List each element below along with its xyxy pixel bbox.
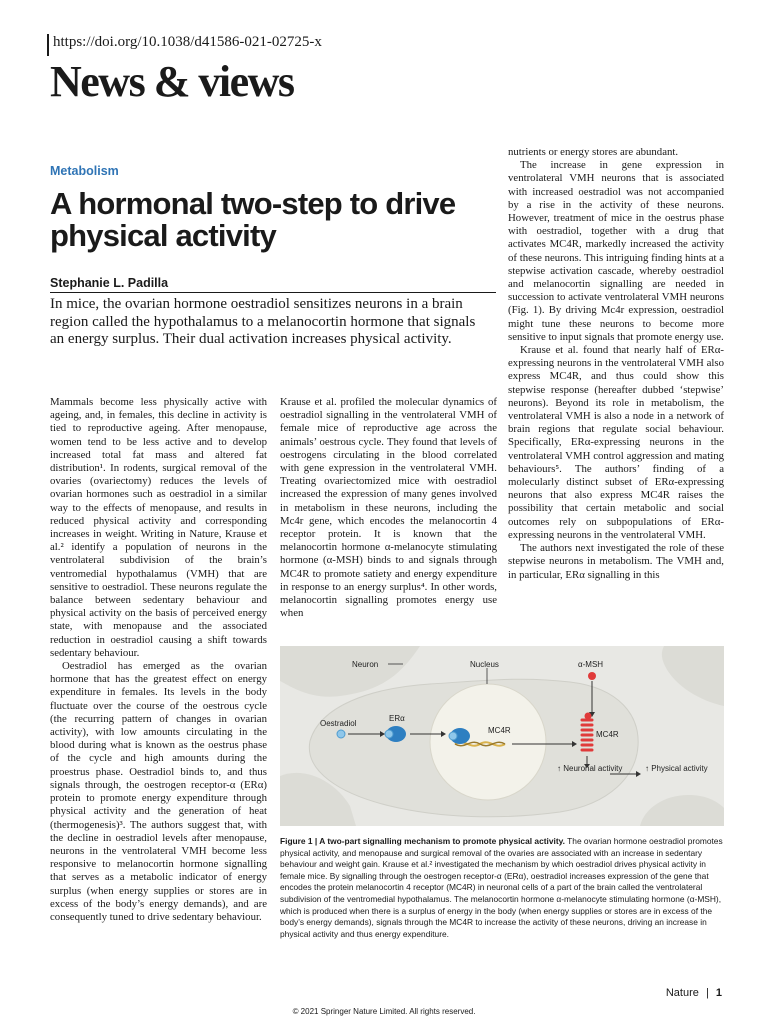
page-footer — [666, 987, 722, 999]
label-neuronal-activity: ↑ Neuronal activity — [557, 764, 623, 773]
paragraph: Oestradiol has emerged as the ovarian hormone that has the greatest effect on energy expenditure in females. Its levels in the body fluctuate over the course of the oestrous cycle (the recurring pattern of changes in ovarian activity), with low amounts circulating in the blood during what is known as the oestrus phase of the cycle and high amounts during the proestrus phase. Oestradiol binds to, and thus signals through, the oestrogen receptor-α (ERα) protein to promote energy expenditure through physical activity and the generation of heat (thermogenesis)³. The authors suggest that, with the decline in oestradiol levels after menopause, neurons in the ventrolateral VMH become less responsive to melanocortin hormone signalling that serves as a metabolic indicator of energy surplus (when energy supplies or stores are in excess of the body’s energy demands), and are consequently tuned to drive sedentary behaviour. — [50, 660, 267, 923]
label-nucleus: Nucleus — [470, 660, 499, 669]
author-divider — [50, 292, 496, 293]
figure-caption — [280, 836, 724, 940]
journal-name: Nature — [665, 987, 699, 999]
signalling-diagram — [280, 646, 724, 826]
background-cell — [640, 795, 724, 826]
caption-title: Figure 1 | A two-part signalling mechanism to promote physical activity. — [280, 836, 565, 846]
figure-1-diagram — [280, 646, 724, 826]
copyright: © 2021 Springer Nature Limited. All rights reserved. — [292, 1007, 476, 1016]
author-name: Stephanie L. Padilla — [50, 276, 169, 290]
label-neuron: Neuron — [352, 660, 379, 669]
label-mc4r-receptor: MC4R — [596, 730, 619, 739]
paragraph: Mammals become less physically active with ageing, and, in females, this decline in activity is tied to reproductive ageing. After menopause, women tend to be less active and to develop increased total fat mass and altered fat distribution¹. In rodents, surgical removal of the ovaries (ovariectomy) reduces the levels of ovarian hormones such as oestradiol in a similar way to the effects of menopause, and results in reduced physical activity and corresponding increases in weight. Writing in Nature, Krause et al.² identify a population of neurons in the ventrolateral subdivision of the brain’s ventromedial hypothalamus (VMH) that are sensitive to oestradiol. These neurons regulate the balance between sedentary behaviour and physical activity on the basis of perceived energy state, with menopause and the associated reduction in oestradiol causing a shift towards sedentary behaviour. — [50, 396, 267, 659]
mc4r-receptor-icon — [582, 720, 592, 750]
label-er-alpha: ERα — [389, 714, 405, 723]
label-mc4r-gene: MC4R — [488, 726, 511, 735]
body-column-2 — [280, 396, 497, 620]
paragraph: Krause et al. found that nearly half of ERα-expressing neurons in the ventrolateral VMH also express MC4R, and thus could show this stepwise response (hereafter dubbed ‘stepwise’ neurons). Beyond its role in metabolism, the ventrolateral VMH is also a node in a network of brain regions that regulate social behaviour. Specifically, ERα-expressing neurons in the ventrolateral VMH control aggression and mating behaviours⁵. The authors’ finding of a molecularly distinct subset of ERα-expressing neurons that also express MC4R raises the possibility that certain metabolic and social outcomes rely on subpopulations of ERα-expressing neurons in the ventrolateral VMH. — [508, 344, 724, 541]
bound-alpha-msh-icon — [585, 713, 592, 720]
page-number: 1 — [715, 987, 722, 999]
arrowhead-icon — [636, 771, 641, 777]
doi-link[interactable]: https://doi.org/10.1038/d41586-021-02725-x — [53, 34, 322, 50]
footer-separator: | — [705, 987, 709, 999]
section-label[interactable]: Metabolism — [50, 164, 119, 178]
body-column-1 — [50, 396, 267, 924]
alpha-msh-icon — [588, 672, 596, 680]
paragraph: Krause et al. profiled the molecular dynamics of oestradiol signalling in the ventrolateral VMH of female mice of reproductive age across the animals’ oestrous cycle. They found that levels of oestrogens circulating in the blood correlated with gene expression in the ventrolateral VMH. Treating ovariectomized mice with oestradiol increased the expression of many genes involved in metabolism in these neurons, including the Mc4r gene, which encodes the melanocortin 4 receptor protein. It is known that the melanocortin hormone α-melanocyte stimulating hormone (α-MSH) binds to and signals through MC4R to promote satiety and energy expenditure in response to an energy surplus⁴. In other words, melanocortin signalling promotes energy use when — [280, 396, 497, 620]
label-oestradiol: Oestradiol — [320, 719, 357, 728]
paragraph: The authors next investigated the role of these stepwise neurons in metabolism. The VMH and, in particular, ERα signalling in this — [508, 542, 724, 581]
oestradiol-molecule-icon — [337, 730, 345, 738]
caption-body: The ovarian hormone oestradiol promotes physical activity, and menopause and surgical removal of the ovaries are associated with an increase in sedentary behaviour and weight gain. Krause et al.² investigated the mechanism by which oestradiol drives physical activity in female mice. By signalling through the oestrogen receptor-α (ERα), oestradiol increases expression of the gene that encodes the protein melanocortin 4 receptor (MC4R) in neuronal cells of a part of the brain called the ventrolateral subdivision of the ventromedial hypothalamus. The melanocortin hormone α-melanocyte stimulating hormone (α-MSH), which is produced when there is a surplus of energy in the body (when energy supplies or stores are in excess of the body’s energy demands), signals through the MC4R to increase the activity of these neurons, driving an increase in physical activity and thus energy expenditure. — [280, 836, 723, 939]
bound-oestradiol-icon — [385, 730, 393, 738]
masthead: News & views — [50, 57, 294, 106]
label-physical-activity: ↑ Physical activity — [645, 764, 708, 773]
body-column-3 — [508, 146, 724, 582]
bound-oestradiol-icon — [449, 732, 457, 740]
background-cell — [662, 646, 724, 706]
label-alpha-msh: α-MSH — [578, 660, 604, 669]
paragraph: The increase in gene expression in ventrolateral VMH neurons that is associated with increased oestradiol was not accompanied by a rise in the activity of these neurons. However, treatment of mice in the oestrus phase with oestradiol, together with a drug that activates MC4R, markedly increased the activity of these neurons. This intriguing finding hints at a stepwise activation cascade, whereby oestradiol and melanocortin signalling are needed in succession to activate ventrolateral VMH neurons (Fig. 1). By driving Mc4r expression, oestradiol might tune these neurons to become more sensitive to input signals that promote energy use. — [508, 159, 725, 343]
paragraph: nutrients or energy stores are abundant. — [508, 146, 679, 158]
article-title: A hormonal two-step to drive physical activity — [50, 186, 456, 253]
doi-rule — [47, 34, 49, 56]
standfirst: In mice, the ovarian hormone oestradiol sensitizes neurons in a brain region called the hypothalamus to a melanocortin hormone that signals an energy surplus. Their dual activation increases physical activity. — [50, 296, 476, 347]
